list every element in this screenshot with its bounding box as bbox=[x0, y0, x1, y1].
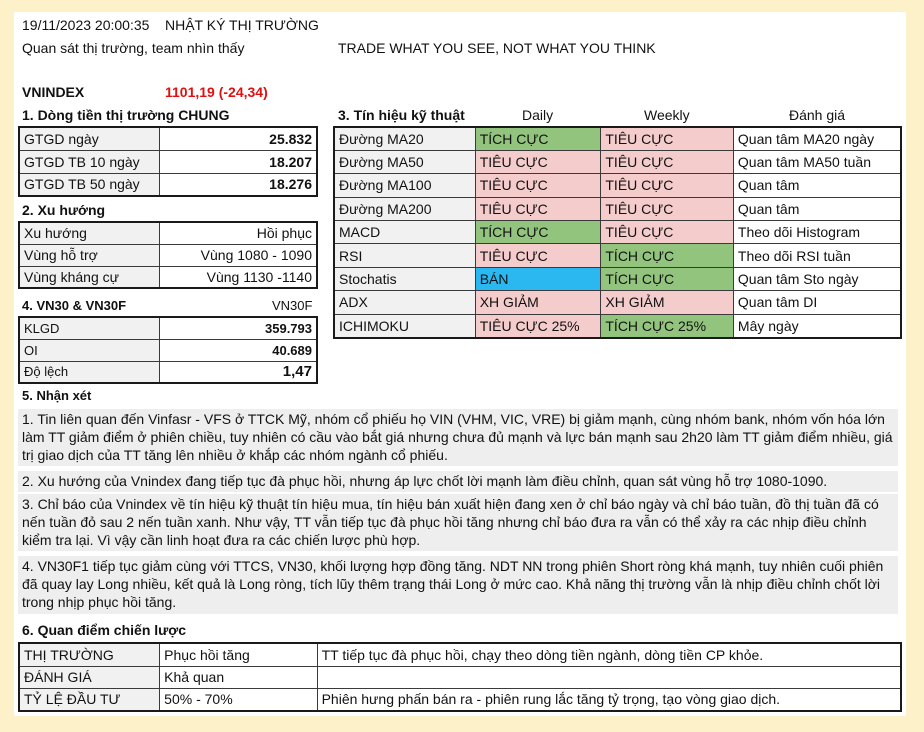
signal-indicator: ADX bbox=[334, 291, 475, 314]
signal-daily: BÁN bbox=[475, 267, 601, 290]
signal-eval: Theo dõi Histogram bbox=[733, 221, 901, 244]
frame-right bbox=[906, 0, 924, 732]
signal-weekly: TIÊU CỰC bbox=[601, 150, 734, 173]
signal-daily: TIÊU CỰC bbox=[475, 244, 601, 267]
signal-indicator: RSI bbox=[334, 244, 475, 267]
signal-weekly: TIÊU CỰC bbox=[601, 174, 734, 197]
table-row bbox=[19, 150, 317, 173]
frame-top bbox=[0, 0, 924, 12]
signal-daily: XH GIẢM bbox=[475, 291, 601, 314]
row-label: GTGD ngày bbox=[19, 127, 160, 150]
table-row bbox=[19, 339, 317, 361]
table-row bbox=[19, 127, 317, 150]
trend-table bbox=[18, 221, 318, 289]
note-1: 1. Tin liên quan đến Vinfasr - VFS ở TTCK Mỹ, nhóm cổ phiếu họ VIN (VHM, VIC, VRE) bị giảm mạnh, cùng nhóm bank, nhóm vốn hóa lớn làm TT giảm điểm ở phiên chiều, tuy nhiên có cầu vào bắt giá nhưng chưa đủ mạnh và lực bán mạnh sau 2h20 làm TT giảm điểm nhiều, giá trị giao dịch của TT tăng lên nhiều ở khắp các nhóm ngành cổ phiếu. bbox=[18, 409, 898, 466]
strategy-table bbox=[18, 642, 902, 712]
row-label: Xu hướng bbox=[19, 222, 159, 244]
row-value: 359.793 bbox=[159, 317, 317, 339]
note-3: 3. Chỉ báo của Vnindex về tín hiệu kỹ thuật tín hiệu mua, tín hiệu bán xuất hiện đang xen ở chỉ báo ngày và chỉ báo tuần, đồ thị tuần đã có nến tuần đỏ sau 2 nến tuần xanh. Như vậy, TT vẫn tiếp tục đà phục hồi tăng nhưng chỉ báo đưa ra vẫn có thể xảy ra các nhịp điều chỉnh kiểm tra lại. Vì vậy cần linh hoạt đưa ra các chiến lược phù hợp. bbox=[18, 494, 898, 551]
strategy-label: TỶ LỆ ĐẦU TƯ bbox=[19, 688, 160, 711]
strategy-value: Khả quan bbox=[160, 666, 317, 688]
signal-row bbox=[334, 267, 901, 290]
strategy-comment bbox=[317, 666, 901, 688]
signal-eval: Mây ngày bbox=[733, 314, 901, 337]
signal-row bbox=[334, 150, 901, 173]
section5-title: 5. Nhận xét bbox=[22, 388, 92, 403]
section4-title: 4. VN30 & VN30F bbox=[22, 298, 127, 313]
col-daily-header: Daily bbox=[522, 107, 554, 123]
signal-row bbox=[334, 127, 901, 150]
signal-weekly: TIÊU CỰC bbox=[601, 127, 734, 150]
strategy-comment: Phiên hưng phấn bán ra - phiên rung lắc tăng tỷ trọng, tạo vòng giao dịch. bbox=[317, 688, 901, 711]
signal-row bbox=[334, 244, 901, 267]
signal-eval: Quan tâm DI bbox=[733, 291, 901, 314]
row-value: Vùng 1080 - 1090 bbox=[159, 244, 317, 266]
signal-row bbox=[334, 314, 901, 337]
vn30-table bbox=[18, 316, 318, 384]
section6-title: 6. Quan điểm chiến lược bbox=[22, 622, 187, 638]
table-row bbox=[19, 666, 901, 688]
signal-indicator: ICHIMOKU bbox=[334, 314, 475, 337]
signal-indicator: Stochatis bbox=[334, 267, 475, 290]
index-name: VNINDEX bbox=[22, 84, 85, 100]
col-eval-header: Đánh giá bbox=[789, 107, 846, 123]
signal-daily: TIÊU CỰC bbox=[475, 197, 601, 220]
strategy-value: Phục hồi tăng bbox=[160, 643, 317, 666]
table-row bbox=[19, 361, 317, 383]
section1-title: 1. Dòng tiền thị trường CHUNG bbox=[22, 107, 230, 123]
strategy-label: THỊ TRƯỜNG bbox=[19, 643, 160, 666]
row-label: Độ lệch bbox=[19, 361, 159, 383]
table-row bbox=[19, 173, 317, 196]
signal-weekly: XH GIẢM bbox=[601, 291, 734, 314]
signal-indicator: Đường MA50 bbox=[334, 150, 475, 173]
table-row bbox=[19, 244, 317, 266]
signal-weekly: TÍCH CỰC 25% bbox=[601, 314, 734, 337]
row-value: 25.832 bbox=[160, 127, 317, 150]
vn30f-label: VN30F bbox=[272, 298, 313, 313]
note-4: 4. VN30F1 tiếp tục giảm cùng với TTCS, VN30, khối lượng hợp đồng tăng. NDT NN trong phiên Short ròng khá mạnh, tuy nhiên cuối phiên đã quay lay Long nhiều, kết quả là Long ròng, tích lũy thêm trạng thái Long ở mức cao. Khả năng thị trường vẫn là nhịp điều chỉnh chốt lời trong nhịp phục hồi tăng. bbox=[18, 556, 898, 614]
signal-eval: Quan tâm MA50 tuần bbox=[733, 150, 901, 173]
row-label: Vùng kháng cự bbox=[19, 266, 159, 288]
row-label: OI bbox=[19, 339, 159, 361]
signal-eval: Theo dõi RSI tuần bbox=[733, 244, 901, 267]
money-flow-table bbox=[18, 126, 318, 197]
row-label: Vùng hỗ trợ bbox=[19, 244, 159, 266]
frame-bottom bbox=[0, 716, 924, 732]
table-row bbox=[19, 643, 901, 666]
row-value: Vùng 1130 -1140 bbox=[159, 266, 317, 288]
signal-row bbox=[334, 197, 901, 220]
signal-weekly: TIÊU CỰC bbox=[601, 197, 734, 220]
signal-indicator: MACD bbox=[334, 221, 475, 244]
signal-indicator: Đường MA100 bbox=[334, 174, 475, 197]
report-datetime: 19/11/2023 20:00:35 bbox=[22, 17, 150, 33]
row-label: GTGD TB 10 ngày bbox=[19, 150, 160, 173]
technical-signals-table bbox=[333, 126, 902, 339]
table-row bbox=[19, 266, 317, 288]
signal-daily: TIÊU CỰC bbox=[475, 174, 601, 197]
row-value: 18.207 bbox=[160, 150, 317, 173]
report-title: NHẬT KÝ THỊ TRƯỜNG bbox=[165, 17, 319, 33]
table-row bbox=[19, 688, 901, 711]
signal-indicator: Đường MA20 bbox=[334, 127, 475, 150]
signal-row bbox=[334, 174, 901, 197]
signal-row bbox=[334, 221, 901, 244]
signal-eval: Quan tâm Sto ngày bbox=[733, 267, 901, 290]
index-value: 1101,19 (-24,34) bbox=[165, 84, 268, 100]
report-subtitle: Quan sát thị trường, team nhìn thấy bbox=[22, 40, 245, 56]
table-row bbox=[19, 317, 317, 339]
row-label: KLGD bbox=[19, 317, 159, 339]
frame-left bbox=[0, 0, 14, 732]
strategy-label: ĐÁNH GIÁ bbox=[19, 666, 160, 688]
table-row bbox=[19, 222, 317, 244]
signal-indicator: Đường MA200 bbox=[334, 197, 475, 220]
note-2: 2. Xu hướng của Vnindex đang tiếp tục đà phục hồi, nhưng áp lực chốt lời mạnh làm điều chỉnh, quan sát vùng hỗ trợ 1080-1090. bbox=[18, 471, 898, 492]
row-value: Hồi phục bbox=[159, 222, 317, 244]
section2-title: 2. Xu hướng bbox=[22, 202, 106, 218]
signal-daily: TÍCH CỰC bbox=[475, 127, 601, 150]
signal-weekly: TÍCH CỰC bbox=[601, 267, 734, 290]
signal-daily: TIÊU CỰC 25% bbox=[475, 314, 601, 337]
signal-row bbox=[334, 291, 901, 314]
signal-eval: Quan tâm bbox=[733, 174, 901, 197]
signal-daily: TIÊU CỰC bbox=[475, 150, 601, 173]
signal-weekly: TÍCH CỰC bbox=[601, 244, 734, 267]
strategy-comment: TT tiếp tục đà phục hồi, chạy theo dòng tiền ngành, dòng tiền CP khỏe. bbox=[317, 643, 901, 666]
signal-weekly: TIÊU CỰC bbox=[601, 221, 734, 244]
signal-eval: Quan tâm MA20 ngày bbox=[733, 127, 901, 150]
section3-title: 3. Tín hiệu kỹ thuật bbox=[338, 107, 465, 123]
row-value: 1,47 bbox=[159, 361, 317, 383]
signal-daily: TÍCH CỰC bbox=[475, 221, 601, 244]
col-weekly-header: Weekly bbox=[644, 107, 690, 123]
row-value: 18.276 bbox=[160, 173, 317, 196]
strategy-value: 50% - 70% bbox=[160, 688, 317, 711]
slogan: TRADE WHAT YOU SEE, NOT WHAT YOU THINK bbox=[338, 40, 656, 56]
signal-eval: Quan tâm bbox=[733, 197, 901, 220]
row-label: GTGD TB 50 ngày bbox=[19, 173, 160, 196]
row-value: 40.689 bbox=[159, 339, 317, 361]
